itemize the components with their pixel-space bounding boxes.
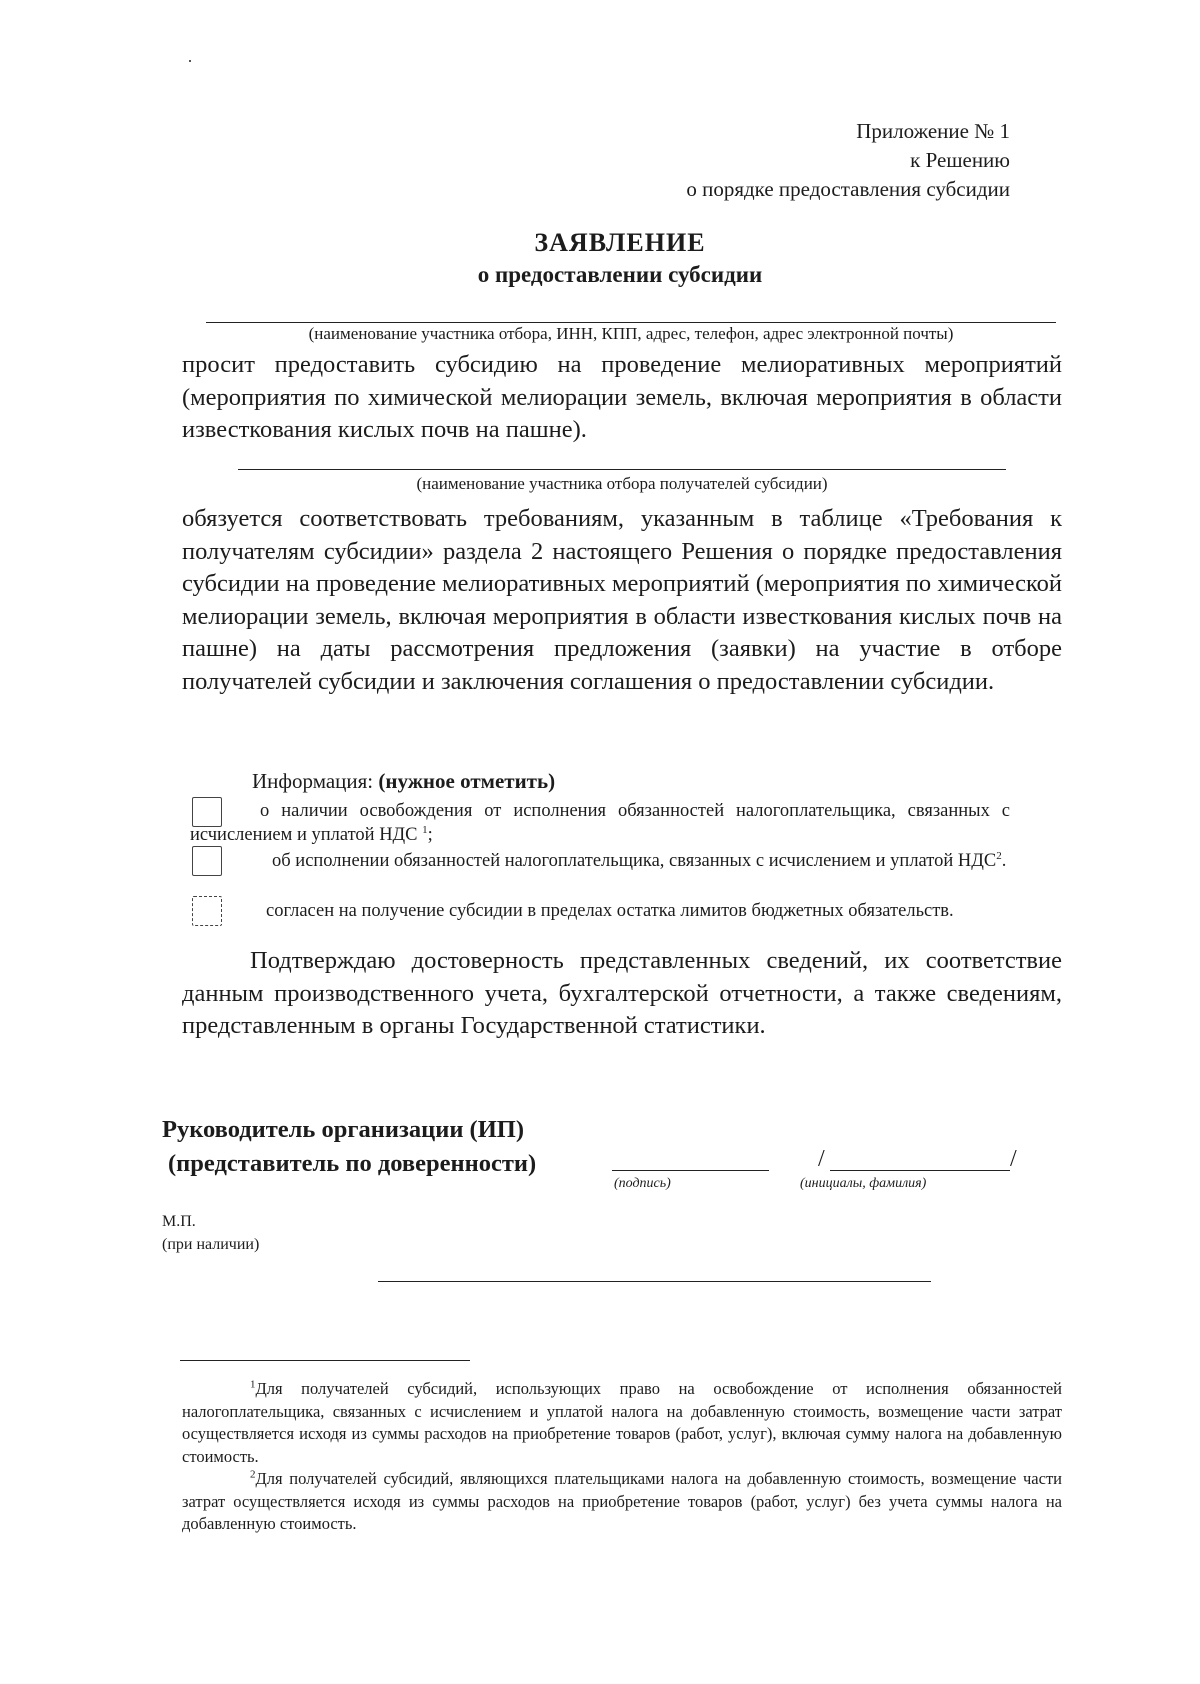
initials-slash-left: / [818, 1146, 825, 1172]
footnote-separator [180, 1360, 470, 1361]
info-note: (нужное отметить) [378, 769, 556, 793]
stamp-label: М.П. [162, 1213, 196, 1230]
appendix-line: к Решению [910, 148, 1010, 172]
option-text-vat-payer [190, 849, 1010, 873]
signatory-line-2: (представитель по доверенности) [168, 1150, 537, 1177]
footnote-2 [182, 1468, 1062, 1536]
stamp-block [162, 1210, 259, 1256]
option-text-vat-exemption [190, 799, 1010, 847]
info-label: Информация: [252, 769, 374, 793]
footnote-1 [182, 1378, 1062, 1468]
option-text-budget-limits [190, 899, 1010, 923]
footnote-mark: 1 [250, 1378, 256, 1391]
footnote-mark: 2 [250, 1468, 256, 1481]
footnote-ref[interactable]: 2 [996, 849, 1002, 862]
confirmation-paragraph: Подтверждаю достоверность представленных сведений, их соответствие данным производственного учета, бухгалтерской отчетности, а также сведениям, представленным в органы Государственной статистики. [182, 947, 1062, 1039]
initials-line[interactable] [830, 1170, 1010, 1171]
participant-fill-line[interactable] [238, 469, 1006, 470]
option-label: об исполнении обязанностей налогоплательщика, связанных с исчислением и уплатой НДС [272, 851, 997, 871]
signatory-title [162, 1113, 536, 1181]
applicant-fill-line[interactable] [206, 322, 1056, 323]
footnote-ref[interactable]: 1 [422, 823, 428, 836]
footnote-text: Для получателей субсидий, использующих право на освобождение от исполнения обязанностей налогоплательщика, связанных с исчислением и уплатой налога на добавленную стоимость, возмещение части затрат осуществляется исходя из суммы расходов на приобретение товаров (работ, услуг), включая сумму налога на добавленную стоимость. [182, 1379, 1062, 1466]
appendix-header [560, 117, 1010, 204]
appendix-line: Приложение № 1 [856, 119, 1010, 143]
option-label: согласен на получение субсидии в пределах остатка лимитов бюджетных обязательств. [266, 901, 954, 921]
signature-line[interactable] [612, 1170, 769, 1171]
appendix-line: о порядке предоставления субсидии [686, 177, 1010, 201]
option-punct: ; [427, 825, 433, 845]
info-heading [252, 769, 555, 794]
initials-slash-right: / [1010, 1146, 1017, 1172]
applicant-fill-caption: (наименование участника отбора, ИНН, КПП, адрес, телефон, адрес электронной почты) [308, 324, 954, 343]
initials-caption: (инициалы, фамилия) [800, 1176, 927, 1191]
signatory-line-1: Руководитель организации (ИП) [162, 1116, 524, 1143]
request-paragraph: просит предоставить субсидию на проведение мелиоративных мероприятий (мероприятия по химической мелиорации земель, включая мероприятия в области известкования кислых почв на пашне). [182, 351, 1062, 443]
participant-fill-caption: (наименование участника отбора получателей субсидии) [416, 474, 828, 493]
document-title: ЗАЯВЛЕНИЕ [534, 228, 706, 257]
option-punct: . [1001, 851, 1007, 871]
option-label: о наличии освобождения от исполнения обязанностей налогоплательщика, связанных с исчислением и уплатой НДС [190, 801, 1010, 845]
obligation-paragraph: обязуется соответствовать требованиям, указанным в таблице «Требования к получателям субсидии» раздела 2 настоящего Решения о порядке предоставления субсидии на проведение мелиоративных мероприятий (мероприятия по химической мелиорации земель, включая мероприятия в области известкования кислых почв на пашне) на даты рассмотрения предложения (заявки) на участие в отборе получателей субсидии и заключения соглашения о предоставлении субсидии. [182, 505, 1062, 695]
bottom-fill-line[interactable] [378, 1281, 931, 1282]
footnote-text: Для получателей субсидий, являющихся плательщиками налога на добавленную стоимость, возмещение части затрат осуществляется исходя из суммы расходов на приобретение товаров (работ, услуг) без учета суммы налога на добавленную стоимость. [182, 1469, 1062, 1533]
signature-caption: (подпись) [614, 1176, 671, 1191]
stamp-note: (при наличии) [162, 1236, 260, 1253]
scan-speck [189, 60, 191, 62]
document-subtitle: о предоставлении субсидии [477, 262, 763, 287]
